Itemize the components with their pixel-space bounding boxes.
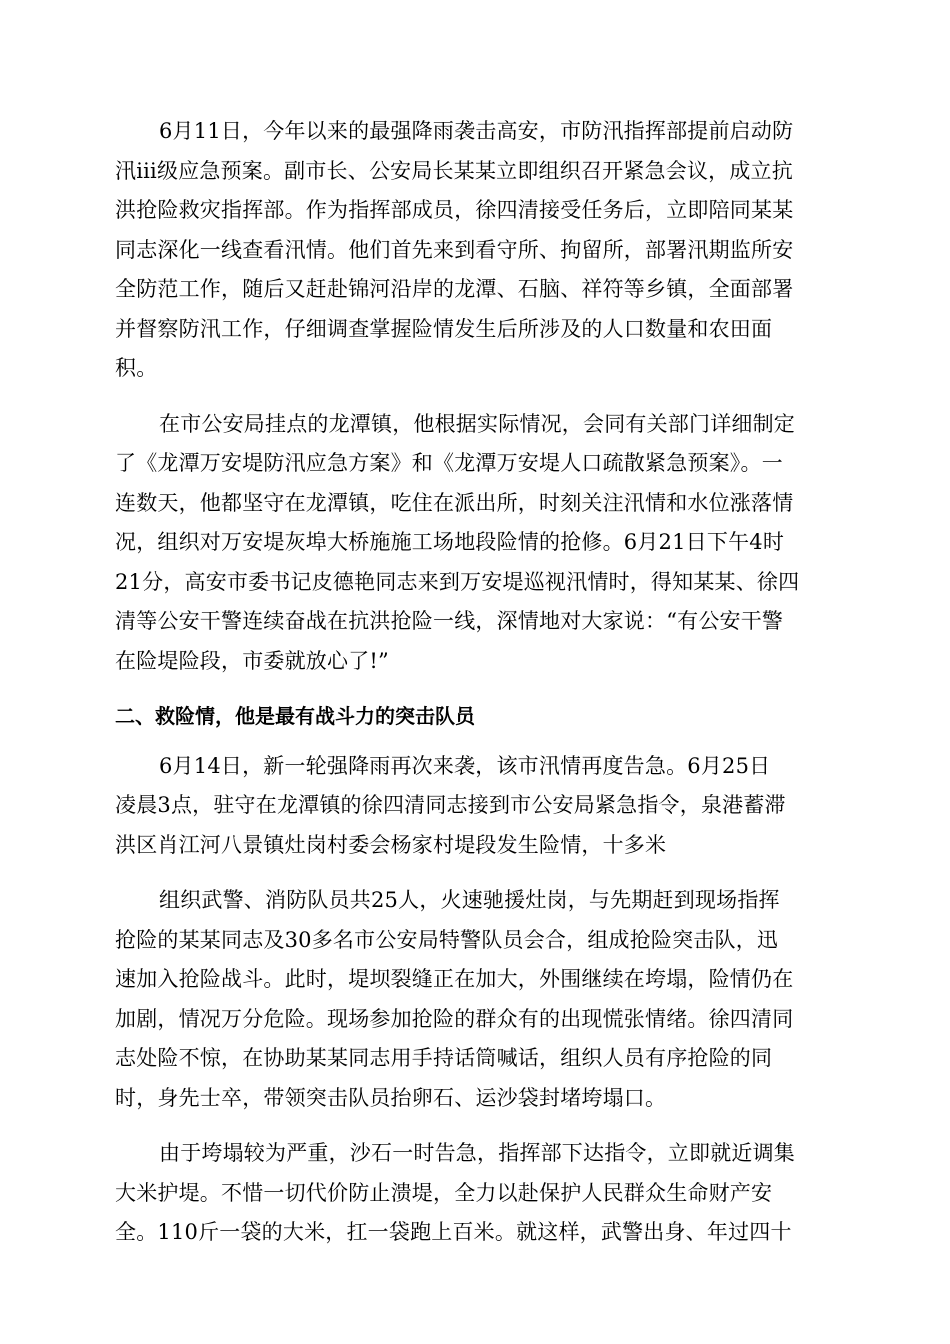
text-line: 连数天，他都坚守在龙潭镇，吃住在派出所，时刻关注汛情和水位涨落情: [115, 490, 794, 515]
paragraph-2: [115, 405, 835, 682]
text-line: 大米护堤。不惜一切代价防止溃堤，全力以赴保护人民群众生命财产安: [115, 1180, 773, 1205]
text-line: 抢险的某某同志及30多名市公安局特警队员会合，组成抢险突击队，迅: [115, 927, 779, 952]
section-heading: 二、救险情，他是最有战斗力的突击队员: [115, 704, 475, 728]
paragraph-5: [115, 1134, 835, 1253]
text-line: 6月14日，新一轮强降雨再次来袭，该市汛情再度告急。6月25日: [159, 753, 771, 778]
text-line: 在险堤险段，市委就放心了!”: [115, 648, 389, 673]
text-line: 由于垮塌较为严重，沙石一时告急，指挥部下达指令，立即就近调集: [159, 1141, 795, 1165]
text-line: 积。: [115, 356, 158, 380]
paragraph-4: [115, 881, 835, 1118]
text-line: 全。110斤一袋的大米，扛一袋跑上百米。就这样，武警出身、年过四十: [115, 1220, 792, 1244]
text-line: 洪抢险救灾指挥部。作为指挥部成员，徐四清接受任务后，立即陪同某某: [115, 198, 794, 222]
text-line: 加剧，情况万分危险。现场参加抢险的群众有的出现慌张情绪。徐四清同: [115, 1006, 794, 1031]
text-line: 凌晨3点，驻守在龙潭镇的徐四清同志接到市公安局紧急指令，泉港蓄滞: [115, 793, 786, 817]
document-page: [115, 112, 835, 1269]
text-line: 21分，高安市委书记皮德艳同志来到万安堤巡视汛情时，得知某某、徐四: [115, 569, 800, 594]
paragraph-1: [115, 112, 835, 389]
text-line: 志处险不惊，在协助某某同志用手持话筒喊话，组织人员有序抢险的同: [115, 1046, 773, 1070]
text-line: 并督察防汛工作，仔细调查掌握险情发生后所涉及的人口数量和农田面: [115, 316, 773, 341]
text-line: 时，身先士卒，带领突击队员抬卵石、运沙袋封堵垮塌口。: [115, 1085, 667, 1110]
text-line: 洪区肖江河八景镇灶岗村委会杨家村堤段发生险情，十多米: [115, 832, 667, 857]
text-line: 清等公安干警连续奋战在抗洪抢险一线，深情地对大家说：“有公安干警: [115, 609, 784, 633]
text-line: 速加入抢险战斗。此时，堤坝裂缝正在加大，外围继续在垮塌，险情仍在: [115, 967, 794, 991]
text-line: 6月11日，今年以来的最强降雨袭击高安，市防汛指挥部提前启动防: [159, 119, 794, 143]
text-line: 组织武警、消防队员共25人，火速驰援灶岗，与先期赶到现场指挥: [159, 888, 780, 912]
text-line: 况，组织对万安堤灰埠大桥施施工场地段险情的抢修。6月21日下午4时: [115, 530, 785, 554]
text-line: 了《龙潭万安堤防汛应急方案》和《龙潭万安堤人口疏散紧急预案》。一: [115, 451, 783, 475]
text-line: 全防范工作，随后又赶赴锦河沿岸的龙潭、石脑、祥符等乡镇，全面部署: [115, 277, 794, 301]
text-line: 汛iii级应急预案。副市长、公安局长某某立即组织召开紧急会议，成立抗: [115, 158, 793, 183]
text-line: 同志深化一线查看汛情。他们首先来到看守所、拘留所，部署汛期监所安: [115, 237, 794, 262]
text-line: 在市公安局挂点的龙潭镇，他根据实际情况，会同有关部门详细制定: [159, 411, 795, 436]
paragraph-3: [115, 747, 835, 866]
